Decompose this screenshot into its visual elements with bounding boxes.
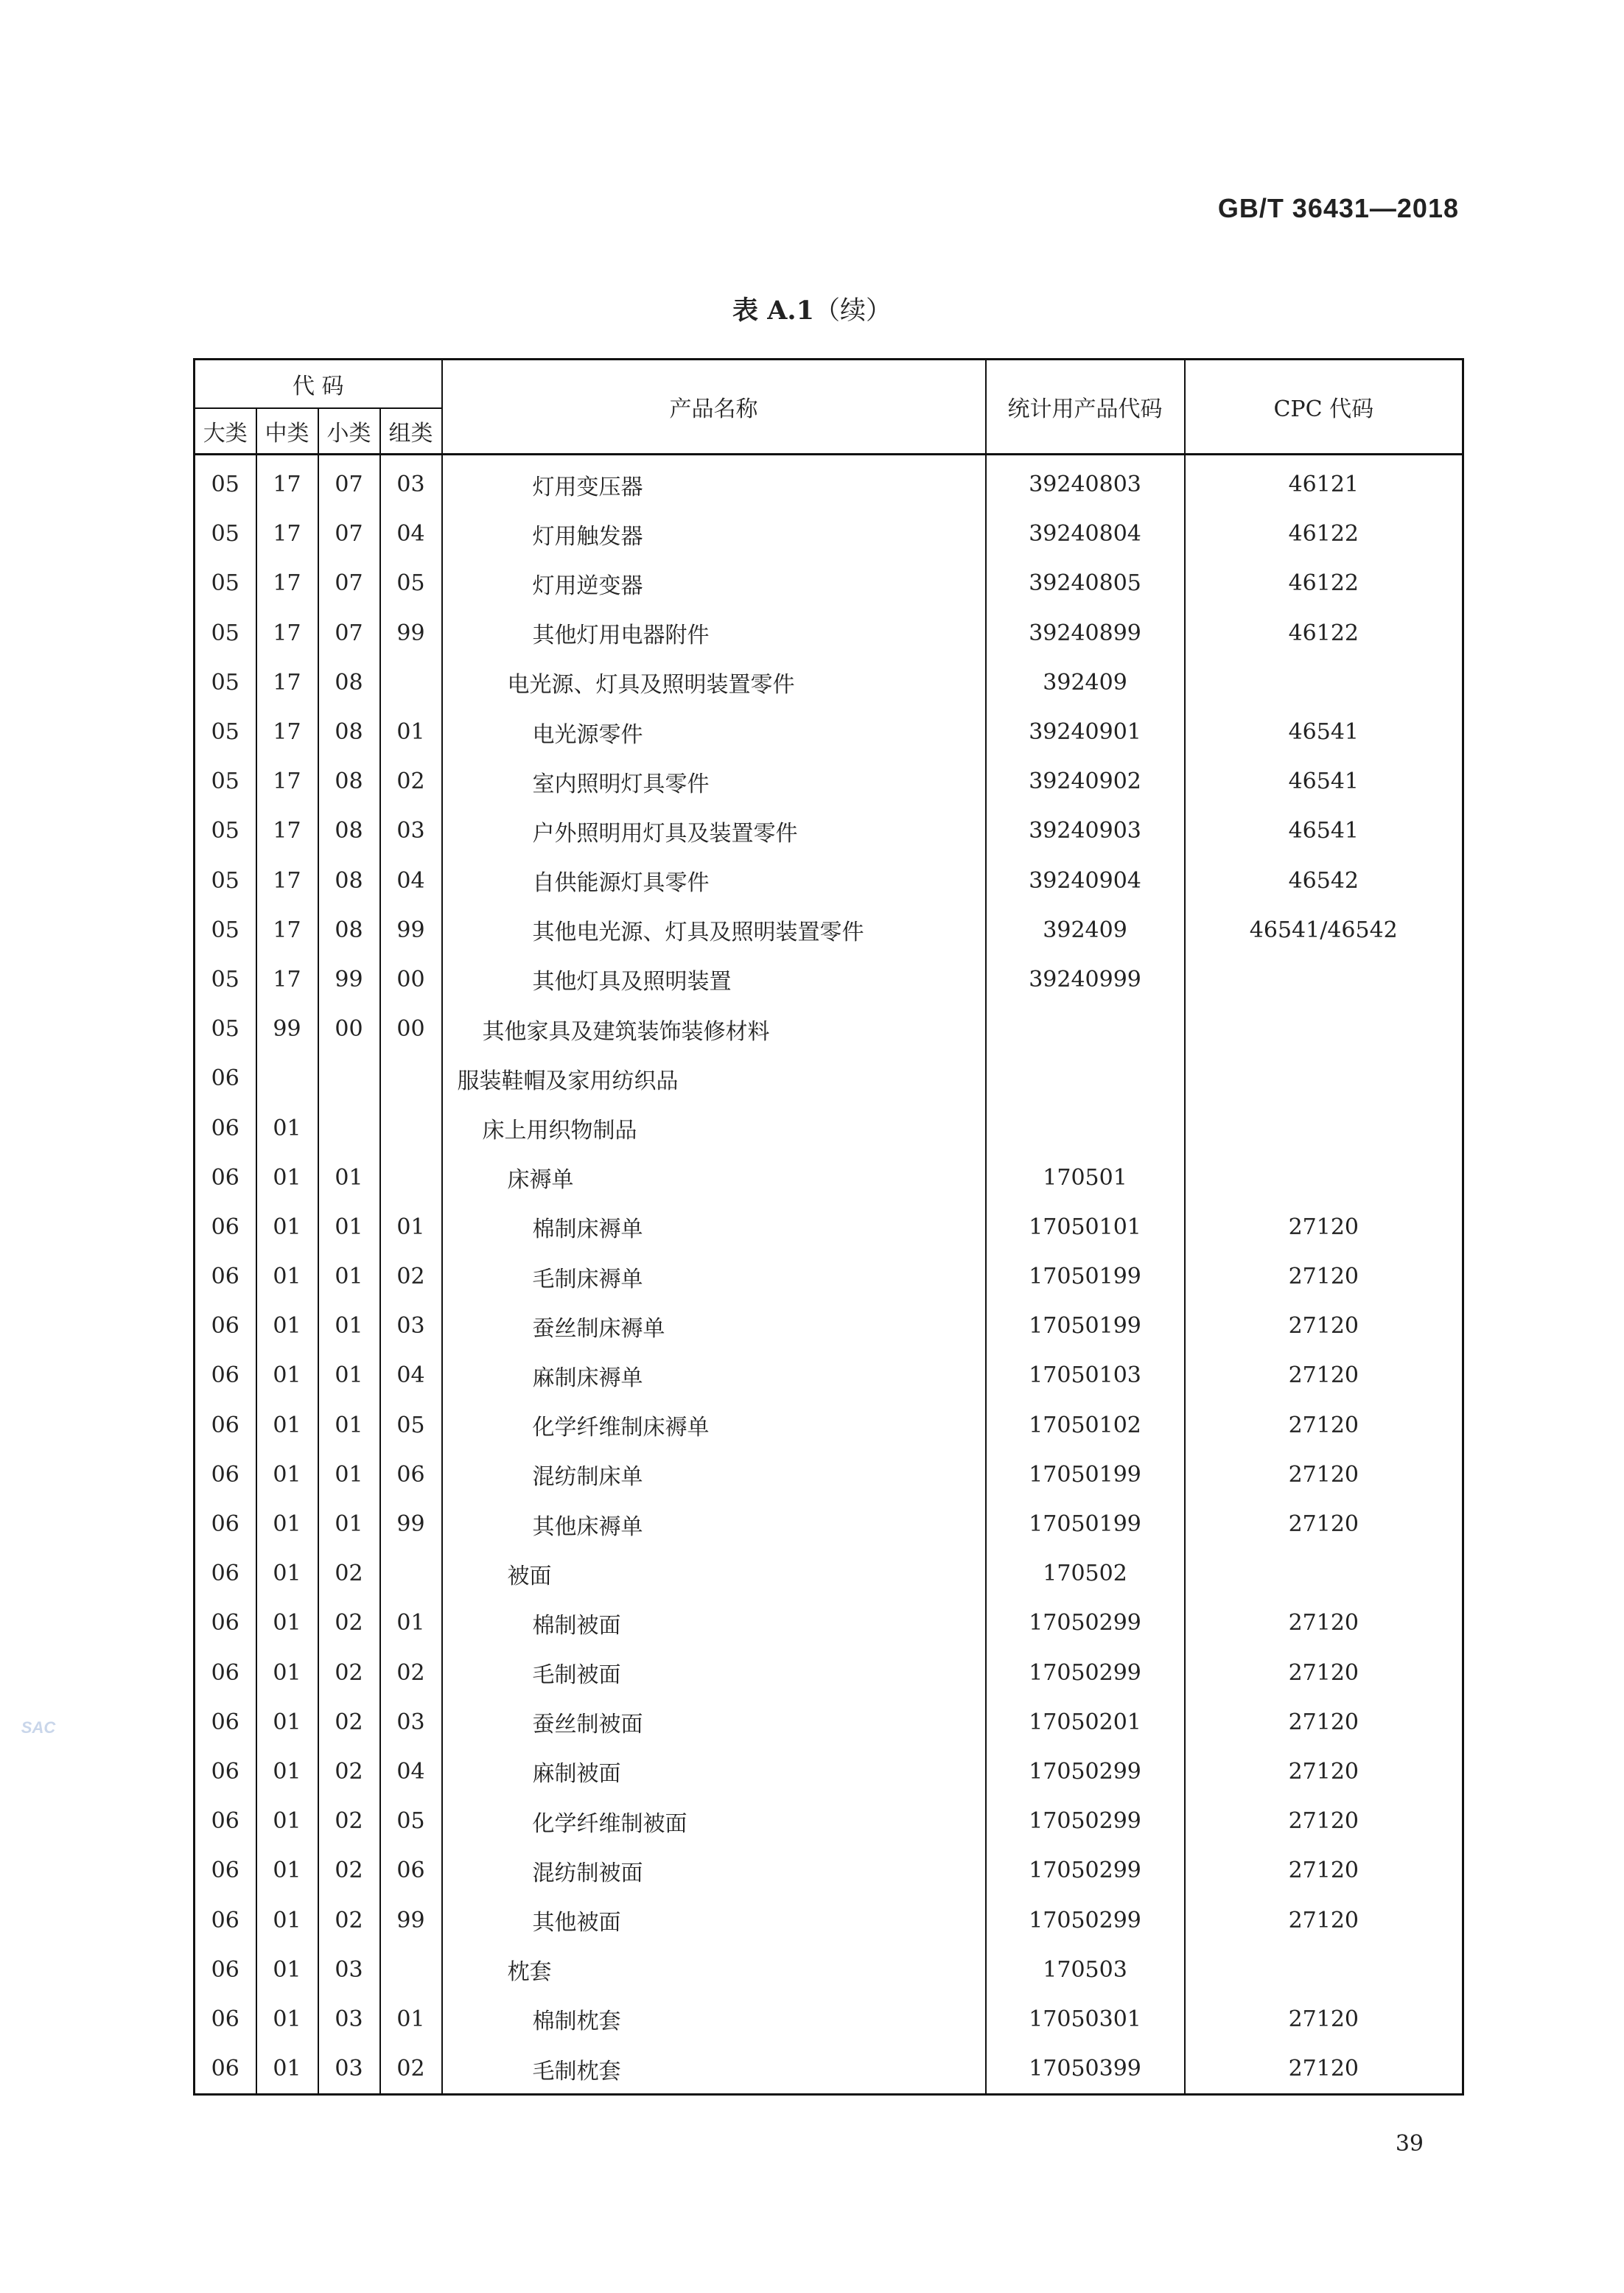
cell-stat-code: 39240803: [986, 455, 1185, 510]
table-row: [195, 1648, 1463, 1698]
cell-product-name: 枕套: [442, 1945, 986, 1995]
cell-stat-code: 17050102: [986, 1401, 1185, 1450]
cell-major-code: 05: [195, 658, 256, 707]
cell-cpc-code: 46122: [1185, 509, 1463, 559]
cell-stat-code: 39240804: [986, 509, 1185, 559]
cell-product-name: 蚕丝制被面: [442, 1698, 986, 1747]
cell-middle-code: 01: [256, 1401, 318, 1450]
cell-product-name: 灯用变压器: [442, 455, 986, 510]
cell-cpc-code: 27120: [1185, 1598, 1463, 1648]
cell-major-code: 06: [195, 1895, 256, 1944]
cell-middle-code: 17: [256, 509, 318, 559]
cell-major-code: 05: [195, 707, 256, 757]
cell-cpc-code: 46541: [1185, 757, 1463, 806]
cell-cpc-code: [1185, 1054, 1463, 1103]
cell-product-name: 棉制被面: [442, 1598, 986, 1648]
cell-minor-code: 02: [318, 1698, 380, 1747]
standard-number: GB/T 36431—2018: [1217, 193, 1459, 223]
cell-major-code: 05: [195, 806, 256, 855]
cell-minor-code: 02: [318, 1648, 380, 1698]
cell-minor-code: 01: [318, 1153, 380, 1202]
sac-watermark-logo: [15, 1709, 62, 1745]
cell-group-code: [380, 658, 442, 707]
cell-major-code: 06: [195, 1698, 256, 1747]
cell-cpc-code: 27120: [1185, 1846, 1463, 1895]
cell-product-name: 毛制被面: [442, 1648, 986, 1698]
cell-stat-code: 17050299: [986, 1598, 1185, 1648]
cell-cpc-code: 27120: [1185, 1401, 1463, 1450]
cell-product-name: 电光源零件: [442, 707, 986, 757]
product-code-table: [193, 358, 1464, 2096]
cell-product-name: 户外照明用灯具及装置零件: [442, 806, 986, 855]
cell-stat-code: 39240902: [986, 757, 1185, 806]
cell-stat-code: [986, 1054, 1185, 1103]
cell-product-name: 其他灯用电器附件: [442, 609, 986, 658]
cell-minor-code: 01: [318, 1450, 380, 1499]
cell-cpc-code: 27120: [1185, 1202, 1463, 1252]
cell-cpc-code: 46541: [1185, 806, 1463, 855]
cell-cpc-code: [1185, 955, 1463, 1004]
cell-stat-code: 39240901: [986, 707, 1185, 757]
cell-cpc-code: 27120: [1185, 1499, 1463, 1549]
table-title-label: 表 A.1: [732, 295, 814, 326]
cell-product-name: 灯用逆变器: [442, 559, 986, 608]
cell-group-code: 03: [380, 806, 442, 855]
cell-minor-code: 08: [318, 757, 380, 806]
cell-cpc-code: 46541: [1185, 707, 1463, 757]
table-body: [195, 455, 1463, 2095]
cell-product-name: 其他电光源、灯具及照明装置零件: [442, 906, 986, 955]
cell-product-name: 其他家具及建筑装饰装修材料: [442, 1004, 986, 1054]
cell-minor-code: 02: [318, 1846, 380, 1895]
cell-stat-code: 17050199: [986, 1499, 1185, 1549]
cell-middle-code: 17: [256, 707, 318, 757]
table-row: [195, 1698, 1463, 1747]
cell-group-code: 99: [380, 906, 442, 955]
cell-minor-code: 07: [318, 455, 380, 510]
cell-group-code: 05: [380, 1796, 442, 1846]
cell-group-code: 99: [380, 1499, 442, 1549]
header-major: 大类: [195, 408, 256, 455]
table-row: [195, 1995, 1463, 2044]
table-row: [195, 455, 1463, 510]
cell-middle-code: 01: [256, 1153, 318, 1202]
cell-group-code: [380, 1945, 442, 1995]
table-row: [195, 707, 1463, 757]
cell-middle-code: 17: [256, 955, 318, 1004]
cell-group-code: 02: [380, 757, 442, 806]
cell-stat-code: 392409: [986, 906, 1185, 955]
header-group: 组类: [380, 408, 442, 455]
cell-group-code: 06: [380, 1846, 442, 1895]
cell-group-code: [380, 1549, 442, 1598]
cell-cpc-code: 27120: [1185, 1301, 1463, 1351]
cell-middle-code: 17: [256, 906, 318, 955]
cell-product-name: 混纺制床单: [442, 1450, 986, 1499]
cell-middle-code: 01: [256, 1945, 318, 1995]
cell-middle-code: 17: [256, 455, 318, 510]
cell-stat-code: 39240999: [986, 955, 1185, 1004]
header-code-group: 代 码: [195, 360, 442, 409]
cell-minor-code: 08: [318, 806, 380, 855]
cell-stat-code: 39240904: [986, 856, 1185, 906]
cell-middle-code: 01: [256, 1747, 318, 1796]
cell-middle-code: 01: [256, 1796, 318, 1846]
cell-major-code: 06: [195, 1995, 256, 2044]
cell-group-code: 01: [380, 1598, 442, 1648]
cell-major-code: 05: [195, 455, 256, 510]
cell-group-code: 02: [380, 2044, 442, 2095]
cell-middle-code: 01: [256, 1549, 318, 1598]
cell-stat-code: [986, 1103, 1185, 1152]
cell-cpc-code: 46122: [1185, 559, 1463, 608]
table-row: [195, 1202, 1463, 1252]
cell-group-code: 06: [380, 1450, 442, 1499]
cell-minor-code: 07: [318, 609, 380, 658]
cell-group-code: 03: [380, 455, 442, 510]
table-row: [195, 1153, 1463, 1202]
page-number: 39: [1395, 2131, 1424, 2157]
cell-minor-code: 01: [318, 1202, 380, 1252]
cell-middle-code: 01: [256, 1995, 318, 2044]
cell-major-code: 06: [195, 1499, 256, 1549]
cell-group-code: 04: [380, 509, 442, 559]
cell-cpc-code: 46541/46542: [1185, 906, 1463, 955]
cell-middle-code: 01: [256, 1648, 318, 1698]
cell-product-name: 混纺制被面: [442, 1846, 986, 1895]
cell-cpc-code: 27120: [1185, 2044, 1463, 2095]
cell-cpc-code: 27120: [1185, 1747, 1463, 1796]
cell-cpc-code: 27120: [1185, 1796, 1463, 1846]
cell-stat-code: 39240903: [986, 806, 1185, 855]
cell-stat-code: 39240805: [986, 559, 1185, 608]
cell-minor-code: 07: [318, 559, 380, 608]
cell-stat-code: 17050103: [986, 1351, 1185, 1400]
header-stat-code: 统计用产品代码: [986, 360, 1185, 455]
cell-stat-code: 17050201: [986, 1698, 1185, 1747]
cell-major-code: 06: [195, 1054, 256, 1103]
cell-product-name: 电光源、灯具及照明装置零件: [442, 658, 986, 707]
cell-group-code: 05: [380, 1401, 442, 1450]
table-row: [195, 2044, 1463, 2095]
cell-cpc-code: 27120: [1185, 1252, 1463, 1301]
table-row: [195, 806, 1463, 855]
cell-major-code: 06: [195, 1202, 256, 1252]
cell-major-code: 06: [195, 1648, 256, 1698]
cell-product-name: 床上用织物制品: [442, 1103, 986, 1152]
cell-group-code: 02: [380, 1648, 442, 1698]
cell-product-name: 其他灯具及照明装置: [442, 955, 986, 1004]
cell-group-code: 05: [380, 559, 442, 608]
cell-middle-code: 17: [256, 806, 318, 855]
table-row: [195, 658, 1463, 707]
cell-group-code: [380, 1153, 442, 1202]
cell-product-name: 室内照明灯具零件: [442, 757, 986, 806]
cell-middle-code: 01: [256, 1252, 318, 1301]
cell-group-code: 04: [380, 856, 442, 906]
cell-product-name: 棉制枕套: [442, 1995, 986, 2044]
table-row: [195, 1895, 1463, 1944]
cell-product-name: 毛制枕套: [442, 2044, 986, 2095]
cell-product-name: 服装鞋帽及家用纺织品: [442, 1054, 986, 1103]
cell-stat-code: 17050399: [986, 2044, 1185, 2095]
cell-stat-code: 17050299: [986, 1895, 1185, 1944]
cell-middle-code: 17: [256, 856, 318, 906]
table-row: [195, 1054, 1463, 1103]
cell-major-code: 06: [195, 1351, 256, 1400]
table-row: [195, 1252, 1463, 1301]
cell-stat-code: 17050199: [986, 1450, 1185, 1499]
cell-major-code: 06: [195, 1401, 256, 1450]
cell-major-code: 05: [195, 906, 256, 955]
cell-cpc-code: [1185, 1103, 1463, 1152]
header-cpc-code: CPC 代码: [1185, 360, 1463, 455]
cell-minor-code: 08: [318, 906, 380, 955]
header-minor: 小类: [318, 408, 380, 455]
cell-product-name: 其他床褥单: [442, 1499, 986, 1549]
cell-stat-code: 17050299: [986, 1796, 1185, 1846]
cell-group-code: 02: [380, 1252, 442, 1301]
cell-major-code: 06: [195, 1598, 256, 1648]
table-row: [195, 1846, 1463, 1895]
cell-minor-code: 02: [318, 1549, 380, 1598]
cell-product-name: 化学纤维制被面: [442, 1796, 986, 1846]
cell-minor-code: 03: [318, 2044, 380, 2095]
sac-watermark-text: SAC: [21, 1718, 56, 1737]
cell-product-name: 被面: [442, 1549, 986, 1598]
table-row: [195, 906, 1463, 955]
table-row: [195, 1450, 1463, 1499]
cell-middle-code: [256, 1054, 318, 1103]
cell-group-code: 01: [380, 1202, 442, 1252]
table-row: [195, 1401, 1463, 1450]
cell-middle-code: 99: [256, 1004, 318, 1054]
table-title-continued: （续）: [813, 296, 892, 326]
cell-major-code: 06: [195, 2044, 256, 2095]
cell-major-code: 06: [195, 1945, 256, 1995]
cell-stat-code: 17050199: [986, 1301, 1185, 1351]
cell-cpc-code: 27120: [1185, 1450, 1463, 1499]
cell-stat-code: [986, 1004, 1185, 1054]
cell-group-code: 99: [380, 609, 442, 658]
cell-cpc-code: 27120: [1185, 1895, 1463, 1944]
cell-minor-code: 03: [318, 1995, 380, 2044]
cell-cpc-code: 27120: [1185, 1648, 1463, 1698]
cell-stat-code: 170503: [986, 1945, 1185, 1995]
cell-middle-code: 17: [256, 559, 318, 608]
cell-major-code: 06: [195, 1846, 256, 1895]
cell-group-code: 04: [380, 1747, 442, 1796]
cell-major-code: 06: [195, 1252, 256, 1301]
cell-major-code: 05: [195, 856, 256, 906]
cell-major-code: 06: [195, 1796, 256, 1846]
table-row: [195, 1796, 1463, 1846]
cell-cpc-code: [1185, 1153, 1463, 1202]
cell-middle-code: 01: [256, 1103, 318, 1152]
table-row: [195, 757, 1463, 806]
cell-middle-code: 01: [256, 2044, 318, 2095]
table-row: [195, 955, 1463, 1004]
cell-middle-code: 01: [256, 1301, 318, 1351]
cell-stat-code: 17050299: [986, 1846, 1185, 1895]
cell-stat-code: 39240899: [986, 609, 1185, 658]
cell-middle-code: 01: [256, 1846, 318, 1895]
cell-group-code: 01: [380, 1995, 442, 2044]
cell-major-code: 06: [195, 1747, 256, 1796]
table-row: [195, 1598, 1463, 1648]
cell-major-code: 06: [195, 1450, 256, 1499]
cell-minor-code: 02: [318, 1796, 380, 1846]
cell-stat-code: 392409: [986, 658, 1185, 707]
cell-stat-code: 170502: [986, 1549, 1185, 1598]
cell-product-name: 棉制床褥单: [442, 1202, 986, 1252]
cell-stat-code: 17050101: [986, 1202, 1185, 1252]
cell-minor-code: 08: [318, 707, 380, 757]
cell-minor-code: 02: [318, 1747, 380, 1796]
cell-cpc-code: [1185, 1004, 1463, 1054]
cell-cpc-code: 46542: [1185, 856, 1463, 906]
cell-stat-code: 17050299: [986, 1747, 1185, 1796]
cell-cpc-code: 27120: [1185, 1995, 1463, 2044]
table-row: [195, 1351, 1463, 1400]
cell-product-name: 麻制床褥单: [442, 1351, 986, 1400]
cell-minor-code: [318, 1054, 380, 1103]
table-row: [195, 1549, 1463, 1598]
header-product-name: 产品名称: [442, 360, 986, 455]
header-middle: 中类: [256, 408, 318, 455]
cell-minor-code: 07: [318, 509, 380, 559]
cell-major-code: 05: [195, 1004, 256, 1054]
cell-major-code: 06: [195, 1301, 256, 1351]
cell-minor-code: 08: [318, 658, 380, 707]
cell-cpc-code: [1185, 658, 1463, 707]
cell-stat-code: 170501: [986, 1153, 1185, 1202]
cell-product-name: 灯用触发器: [442, 509, 986, 559]
cell-minor-code: [318, 1103, 380, 1152]
cell-cpc-code: 27120: [1185, 1351, 1463, 1400]
cell-product-name: 蚕丝制床褥单: [442, 1301, 986, 1351]
cell-product-name: 毛制床褥单: [442, 1252, 986, 1301]
cell-minor-code: 99: [318, 955, 380, 1004]
table-row: [195, 609, 1463, 658]
cell-minor-code: 01: [318, 1252, 380, 1301]
cell-group-code: 00: [380, 1004, 442, 1054]
cell-group-code: 03: [380, 1698, 442, 1747]
cell-cpc-code: 46122: [1185, 609, 1463, 658]
cell-cpc-code: 27120: [1185, 1698, 1463, 1747]
table-row: [195, 559, 1463, 608]
table-row: [195, 1945, 1463, 1995]
cell-major-code: 05: [195, 757, 256, 806]
cell-major-code: 06: [195, 1153, 256, 1202]
cell-stat-code: 17050301: [986, 1995, 1185, 2044]
cell-middle-code: 01: [256, 1698, 318, 1747]
cell-middle-code: 01: [256, 1895, 318, 1944]
cell-product-name: 麻制被面: [442, 1747, 986, 1796]
table-row: [195, 856, 1463, 906]
cell-group-code: 01: [380, 707, 442, 757]
table-row: [195, 1499, 1463, 1549]
cell-major-code: 05: [195, 509, 256, 559]
cell-major-code: 05: [195, 559, 256, 608]
cell-minor-code: 02: [318, 1895, 380, 1944]
cell-stat-code: 17050199: [986, 1252, 1185, 1301]
cell-product-name: 床褥单: [442, 1153, 986, 1202]
cell-middle-code: 01: [256, 1598, 318, 1648]
cell-cpc-code: [1185, 1549, 1463, 1598]
cell-cpc-code: [1185, 1945, 1463, 1995]
cell-middle-code: 17: [256, 658, 318, 707]
cell-product-name: 化学纤维制床褥单: [442, 1401, 986, 1450]
cell-minor-code: 00: [318, 1004, 380, 1054]
cell-product-name: 自供能源灯具零件: [442, 856, 986, 906]
table-row: [195, 1301, 1463, 1351]
cell-minor-code: 03: [318, 1945, 380, 1995]
table-title: [0, 290, 1624, 327]
cell-group-code: 03: [380, 1301, 442, 1351]
table-row: [195, 1103, 1463, 1152]
table-row: [195, 509, 1463, 559]
table-row: [195, 1004, 1463, 1054]
cell-group-code: [380, 1054, 442, 1103]
cell-middle-code: 01: [256, 1499, 318, 1549]
cell-group-code: 99: [380, 1895, 442, 1944]
cell-group-code: 04: [380, 1351, 442, 1400]
cell-minor-code: 01: [318, 1301, 380, 1351]
cell-middle-code: 17: [256, 609, 318, 658]
cell-middle-code: 17: [256, 757, 318, 806]
cell-minor-code: 01: [318, 1351, 380, 1400]
cell-cpc-code: 46121: [1185, 455, 1463, 510]
cell-minor-code: 02: [318, 1598, 380, 1648]
cell-group-code: [380, 1103, 442, 1152]
cell-minor-code: 01: [318, 1499, 380, 1549]
cell-minor-code: 08: [318, 856, 380, 906]
cell-major-code: 06: [195, 1549, 256, 1598]
cell-major-code: 06: [195, 1103, 256, 1152]
cell-product-name: 其他被面: [442, 1895, 986, 1944]
cell-major-code: 05: [195, 609, 256, 658]
cell-minor-code: 01: [318, 1401, 380, 1450]
cell-middle-code: 01: [256, 1202, 318, 1252]
cell-middle-code: 01: [256, 1351, 318, 1400]
table-row: [195, 1747, 1463, 1796]
cell-group-code: 00: [380, 955, 442, 1004]
cell-major-code: 05: [195, 955, 256, 1004]
cell-stat-code: 17050299: [986, 1648, 1185, 1698]
cell-middle-code: 01: [256, 1450, 318, 1499]
